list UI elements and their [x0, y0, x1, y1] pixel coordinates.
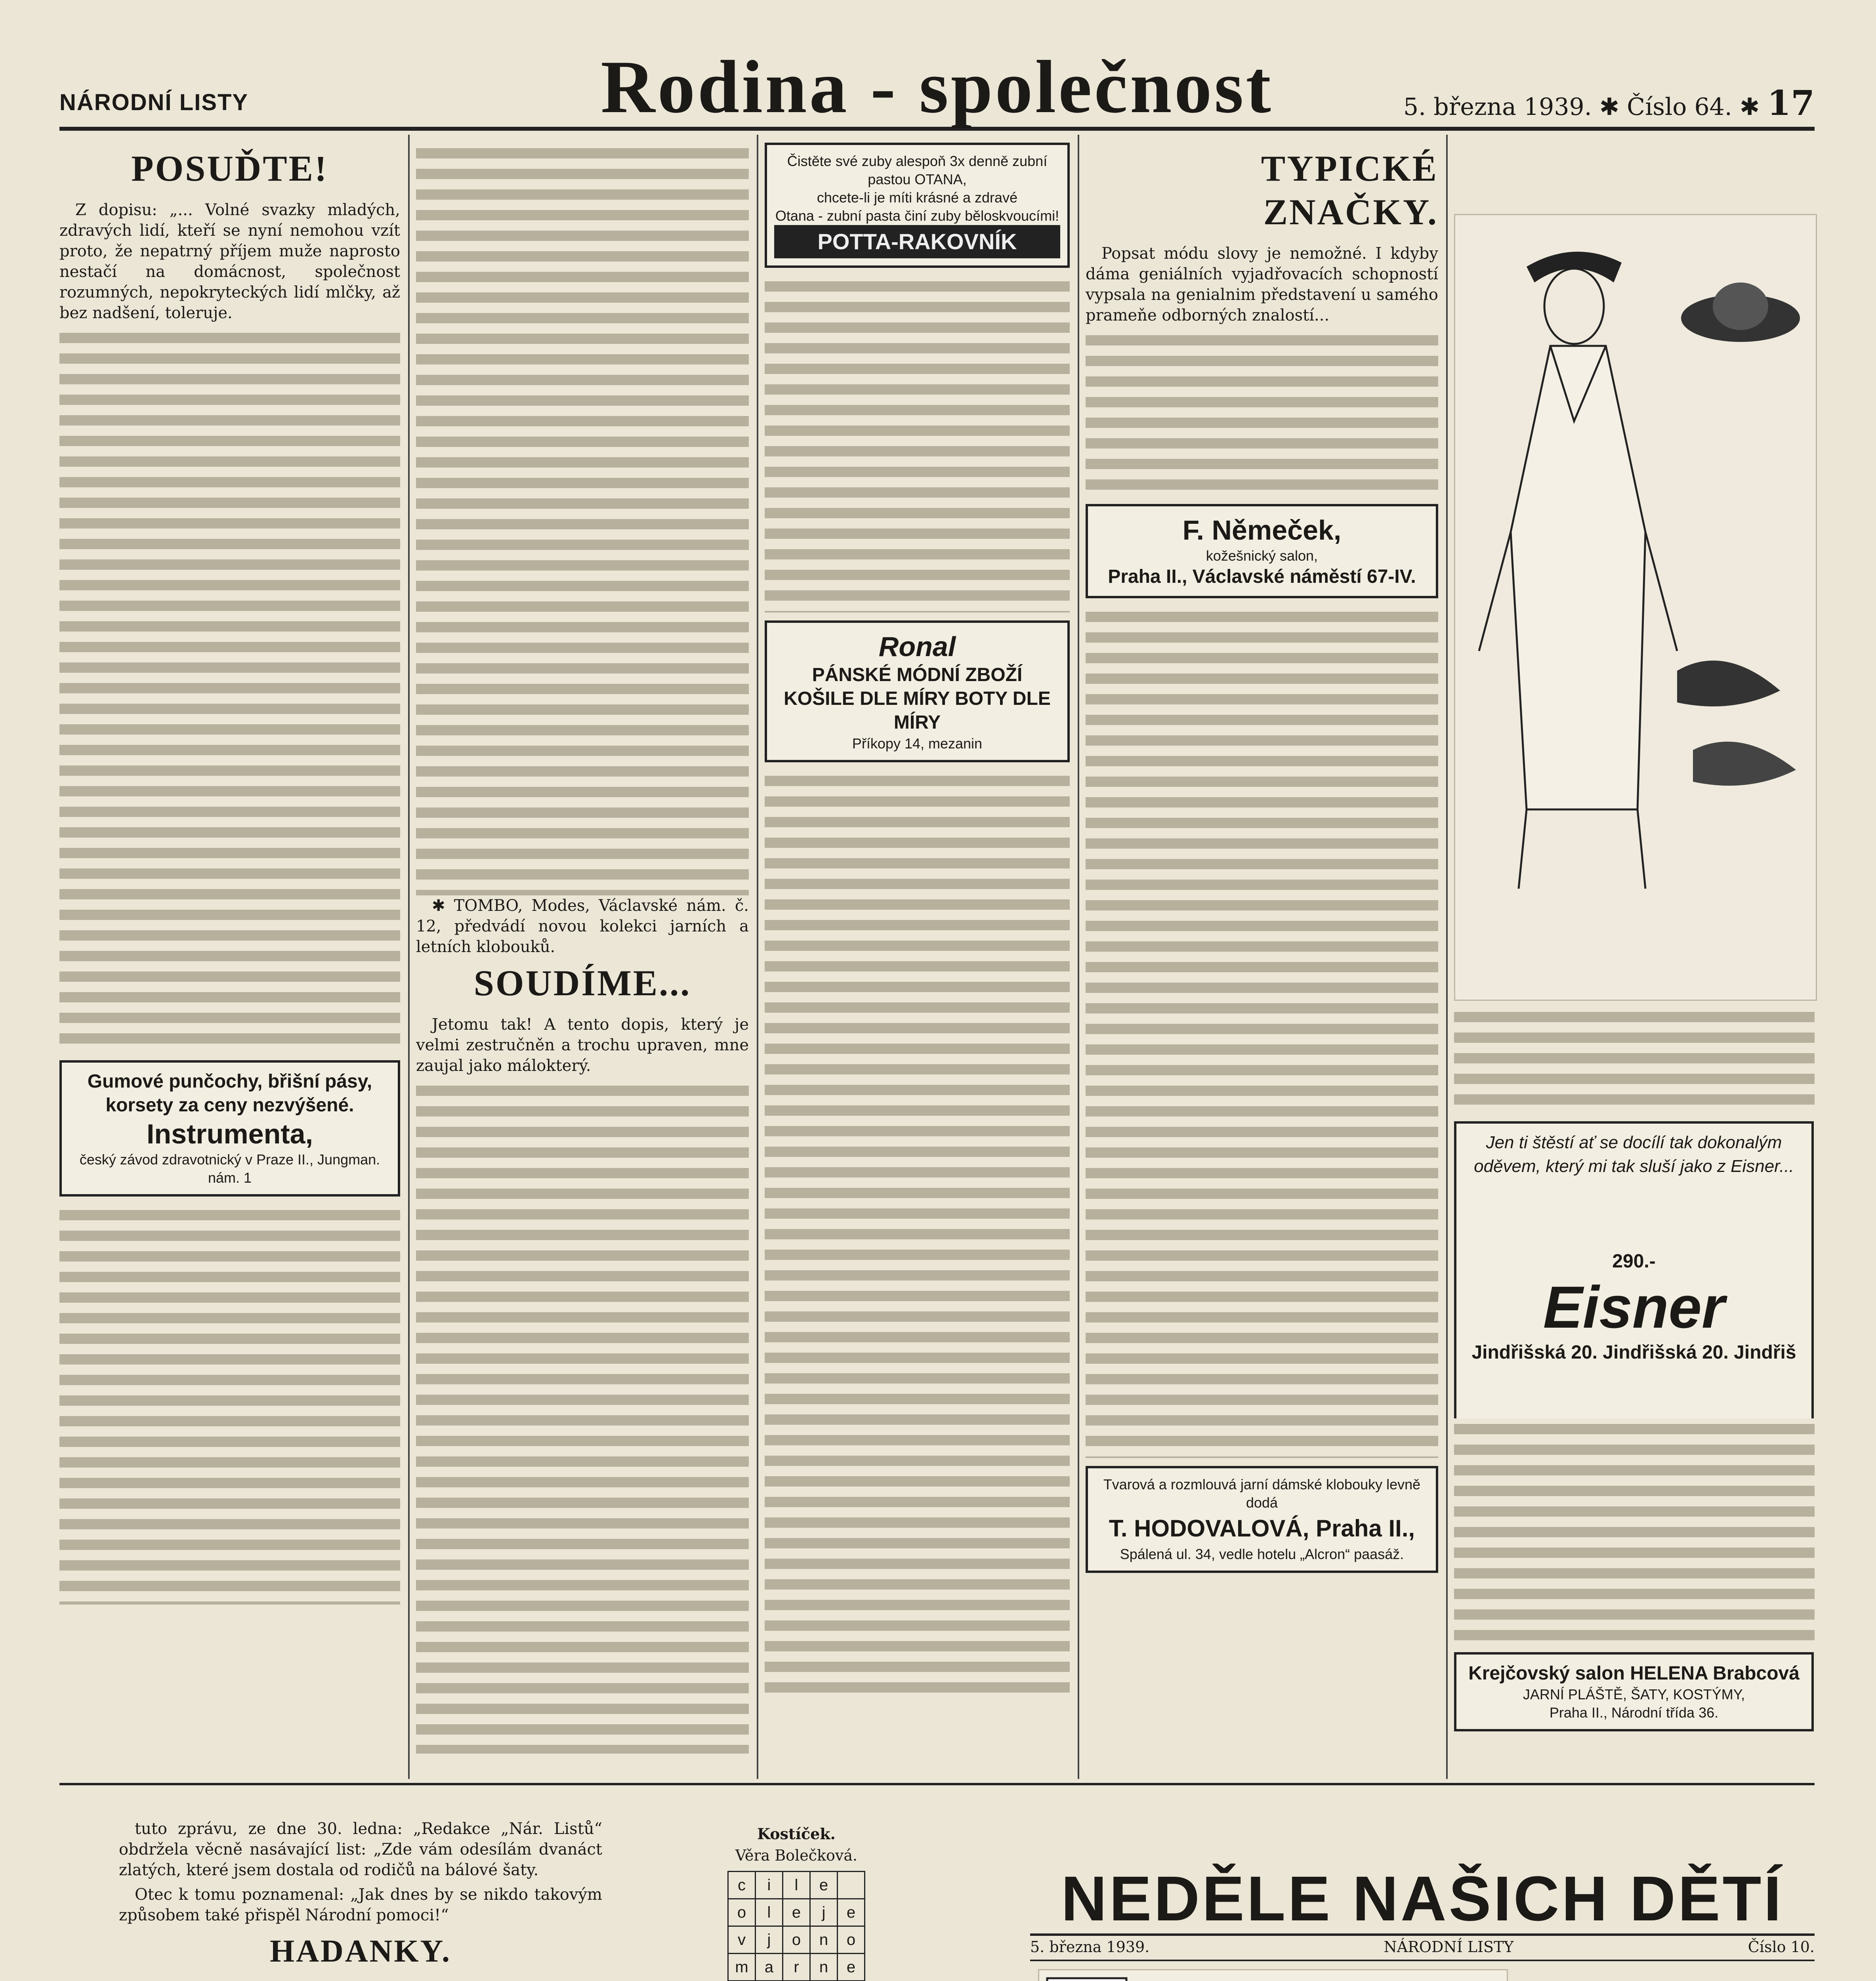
puzzles-section	[618, 1823, 975, 1981]
grid-cell: e	[810, 1872, 838, 1899]
ad-eisner: Jen ti štěstí ať se docílí tak dokonalým oděvem, který mi tak sluší jako z Eisner... 290.- Eisner Jindřišská 20. Jindřišská 20. Jindřiš	[1454, 1121, 1814, 1426]
grid-row	[728, 1926, 865, 1954]
ad-ronal: Ronal PÁNSKÉ MÓDNÍ ZBOŽÍ KOŠILE DLE MÍRY BOTY DLE MÍRY Příkopy 14, mezanin	[765, 620, 1070, 762]
grid-cell: m	[728, 1954, 756, 1981]
article-lead: Z dopisu: „... Volné svazky mladých, zdravých lidí, kteří se nyní nemohou vzít proto, že nepatrný příjem muže naprosto nestačí na domácnost, společnost rozumných, nepokryteckých lidí mlčky, až bez nadšení, toleruje.	[59, 201, 400, 322]
article-middle	[416, 143, 749, 1775]
kosticek-author: Věra Bolečková.	[735, 1847, 858, 1864]
children-section-title: NEDĚLE NAŠICH DĚTÍ	[1061, 1863, 1784, 1934]
otana-brand: POTTA-RAKOVNÍK	[774, 225, 1060, 258]
kosticek-grid	[727, 1871, 865, 1981]
grid-row	[728, 1899, 865, 1926]
fashion-illustration	[1454, 214, 1817, 1001]
column-rule	[408, 135, 410, 1779]
grid-cell: o	[838, 1926, 865, 1954]
section-divider	[59, 1783, 1815, 1785]
grid-cell: i	[756, 1872, 783, 1899]
paper-name: NÁRODNÍ LISTY	[59, 90, 249, 115]
article-body	[765, 276, 1070, 613]
fashion-text	[1454, 1006, 1815, 1109]
page-number: 17	[1767, 83, 1815, 123]
column-ads-text	[765, 143, 1070, 1775]
grid-row	[728, 1872, 865, 1899]
otec-text: Otec k tomu poznamenal: „Jak dnes by se nikdo takovým způsobem také přispěl Národní pomoci!“	[119, 1886, 602, 1924]
children-paper: NÁRODNÍ LISTY	[1384, 1938, 1514, 1956]
kosticek-title: Kostíček.	[757, 1825, 836, 1843]
ronal-brand: Ronal	[878, 631, 956, 662]
ad-otana: Čistěte své zuby alespoň 3x denně zubní pastou OTANA, chcete-li je míti krásné a zdravé Otana - zubní pasta činí zuby běloskvoucími! POTTA-RAKOVNÍK	[765, 143, 1070, 268]
article-title: POSUĎTE!	[131, 148, 328, 189]
grid-cell: e	[783, 1899, 810, 1926]
article-body-cont	[416, 1080, 749, 1754]
grid-cell: l	[756, 1899, 783, 1926]
ad-instrumenta-name: Instrumenta,	[146, 1118, 313, 1149]
article-body	[416, 143, 749, 895]
article-body	[1086, 330, 1438, 496]
grid-cell: e	[838, 1899, 865, 1926]
grid-cell: n	[810, 1926, 838, 1954]
children-number: Číslo 10.	[1748, 1938, 1815, 1956]
article-posudte	[59, 143, 400, 1775]
grid-cell: a	[756, 1954, 783, 1981]
ad-tombo: ✱ TOMBO, Modes, Václavské nám. č. 12, předvádí novou kolekci jarních a letních klobouků.	[416, 897, 749, 956]
hadanky-title: HADANKY.	[270, 1934, 451, 1969]
grid-cell: j	[810, 1899, 838, 1926]
ad-helena: Krejčovský salon HELENA Brabcová JARNÍ PLÁŠTĚ, ŠATY, KOSTÝMY, Praha II., Národní třída 36.	[1454, 1652, 1814, 1731]
article-title: TYPICKÉ ZNAČKY.	[1261, 148, 1438, 232]
column-rule	[1078, 135, 1079, 1779]
grid-cell: l	[783, 1872, 810, 1899]
ad-hodovalova: Tvarová a rozmlouvá jarní dámské klobouky levně dodá T. HODOVALOVÁ, Praha II., Spálená ul. 34, vedle hotelu „Alcron“ paasáž.	[1086, 1466, 1438, 1573]
children-date: 5. března 1939.	[1030, 1938, 1150, 1956]
article-lead: Popsat módu slovy je nemožné. I kdyby dáma geniálních vyjadřovacích schopností vypsala na genialnim představení u samého prameňe odborných znalostí...	[1086, 244, 1438, 324]
children-illustration	[1038, 1969, 1508, 1981]
masthead	[59, 48, 1815, 131]
grid-cell: c	[728, 1872, 756, 1899]
intro-text: tuto zprávu, ze dne 30. ledna: „Redakce „Nár. Listů“ obdržela věcně nasávající list: „Zde vám odesílám dvanáct zlatých, které jsem dostala od rodičů na bálové šaty.	[119, 1820, 602, 1879]
grid-cell: e	[838, 1954, 865, 1981]
issue-date: 5. března 1939. ✱ Číslo 64. ✱	[1403, 93, 1760, 121]
ad-punchochy: Gumové punčochy, břišní pásy, korsety za ceny nezvýšené. Instrumenta, český závod zdravotnický v Praze II., Jungman. nám. 1	[59, 1060, 400, 1197]
column-rule	[757, 135, 758, 1779]
lower-left-section	[119, 1819, 602, 1981]
issue-info	[1403, 83, 1815, 123]
poem-hraci	[1517, 1977, 1815, 1981]
grid-cell: j	[756, 1926, 783, 1954]
grid-cell: v	[728, 1926, 756, 1954]
ad-nemecek: F. Němeček, kožešnický salon, Praha II., Václavské náměstí 67-IV.	[1086, 504, 1438, 598]
article-typicke	[1086, 143, 1438, 1775]
eisner-brand: Eisner	[1543, 1274, 1725, 1340]
grid-cell: o	[728, 1899, 756, 1926]
section-title: Rodina - společnost	[601, 46, 1273, 129]
article-body-cont	[765, 770, 1070, 1701]
article-body-cont	[1454, 1006, 1815, 1109]
children-section-bar	[1030, 1933, 1815, 1961]
fashion-text-2	[1454, 1418, 1815, 1640]
article-body-cont	[59, 1204, 400, 1605]
article-body-cont	[1454, 1418, 1815, 1640]
ad-instrumenta-text: český závod zdravotnický v Praze II., Jungman. nám. 1	[79, 1151, 380, 1186]
grid-row	[728, 1954, 865, 1981]
grid-cell: o	[783, 1926, 810, 1954]
grid-cell: n	[810, 1954, 838, 1981]
article-lead: Jetomu tak! A tento dopis, který je velmi zestručněn a trochu upraven, mne zaujal jako málokterý.	[416, 1015, 749, 1075]
article-body	[59, 327, 400, 1052]
grid-cell: r	[783, 1954, 810, 1981]
article-title: SOUDÍME...	[473, 963, 691, 1003]
fashion-figure-image	[1455, 215, 1816, 1000]
children-playing-marbles-image	[1039, 1970, 1507, 1981]
article-body-cont	[1086, 606, 1438, 1458]
grid-cell	[838, 1872, 865, 1899]
column-rule	[1446, 135, 1448, 1779]
